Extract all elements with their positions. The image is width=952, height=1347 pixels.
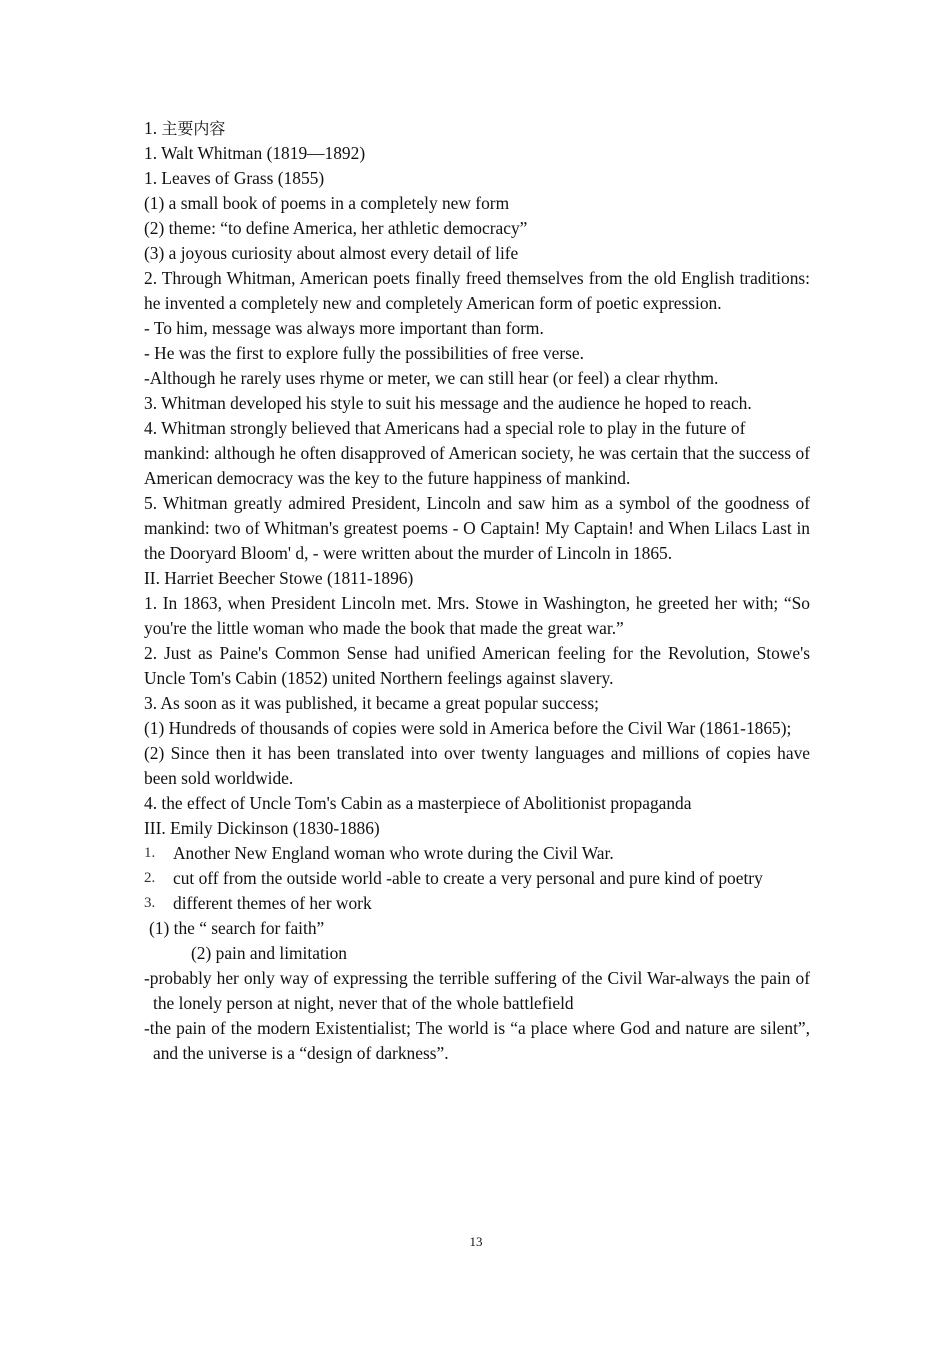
heading-cjk-text: 主要内容 xyxy=(161,119,226,138)
paragraph: mankind: although he often disapproved of American society, he was certain that the success of American democracy was the key to the future happiness of mankind. xyxy=(144,443,810,488)
stowe-heading: II. Harriet Beecher Stowe (1811-1896) xyxy=(144,568,414,588)
paragraph: 3. As soon as it was published, it became a great popular success; xyxy=(144,693,599,713)
item-text: Another New England woman who wrote during the Civil War. xyxy=(173,843,614,863)
paragraph: 3. Whitman developed his style to suit his message and the audience he hoped to reach. xyxy=(144,393,752,413)
dash-item: - He was the first to explore fully the possibilities of free verse. xyxy=(144,343,584,363)
list-item: (2) Since then it has been translated into over twenty languages and millions of copies have been sold worldwide. xyxy=(144,743,810,788)
numbered-item xyxy=(144,891,810,916)
numbered-item xyxy=(144,866,810,891)
leaves-of-grass-heading: 1. Leaves of Grass (1855) xyxy=(144,168,325,188)
numbered-item xyxy=(144,841,810,866)
item-number: 3. xyxy=(144,895,156,911)
dash-item: - To him, message was always more important than form. xyxy=(144,318,544,338)
list-item: (1) the “ search for faith” xyxy=(149,918,325,938)
dash-item: -Although he rarely uses rhyme or meter, we can still hear (or feel) a clear rhythm. xyxy=(144,368,719,388)
paragraph: 2. Just as Paine's Common Sense had unified American feeling for the Revolution, Stowe's Uncle Tom's Cabin (1852) united Northern feelings against slavery. xyxy=(144,643,810,688)
section-heading xyxy=(144,116,810,141)
paragraph: 5. Whitman greatly admired President, Lincoln and saw him as a symbol of the goodness of mankind: two of Whitman's greatest poems - O Captain! My Captain! and When Lilacs Last in the Dooryard Bloom' d, - were written about the murder of Lincoln in 1865. xyxy=(144,493,810,563)
dash-item: -the pain of the modern Existentialist; The world is “a place where God and nature are silent”, and the universe is a “design of darkness”. xyxy=(144,1018,810,1063)
paragraph: 4. the effect of Uncle Tom's Cabin as a masterpiece of Abolitionist propaganda xyxy=(144,793,692,813)
list-item: (2) theme: “to define America, her athletic democracy” xyxy=(144,218,528,238)
page-body xyxy=(144,116,810,1066)
heading-number: 1. xyxy=(144,118,158,138)
paragraph: 2. Through Whitman, American poets finally freed themselves from the old English traditions: he invented a completely new and completely American form of poetic expression. xyxy=(144,268,810,313)
list-item: (1) Hundreds of thousands of copies were sold in America before the Civil War (1861-1865); xyxy=(144,718,792,738)
list-item: (3) a joyous curiosity about almost every detail of life xyxy=(144,243,519,263)
paragraph: 4. Whitman strongly believed that Americans had a special role to play in the future of xyxy=(144,418,746,438)
item-number: 2. xyxy=(144,870,156,886)
list-item: (2) pain and limitation xyxy=(191,943,347,963)
paragraph: 1. In 1863, when President Lincoln met. Mrs. Stowe in Washington, he greeted her with; “So you're the little woman who made the book that made the great war.” xyxy=(144,593,810,638)
page-number: 13 xyxy=(469,1234,483,1249)
item-text: different themes of her work xyxy=(173,893,372,913)
dickinson-heading: III. Emily Dickinson (1830-1886) xyxy=(144,818,380,838)
whitman-heading: 1. Walt Whitman (1819—1892) xyxy=(144,143,366,163)
list-item: (1) a small book of poems in a completely new form xyxy=(144,193,510,213)
dash-item: -probably her only way of expressing the terrible suffering of the Civil War-always the pain of the lonely person at night, never that of the whole battlefield xyxy=(144,968,810,1013)
item-text: cut off from the outside world -able to create a very personal and pure kind of poetry xyxy=(173,868,763,888)
item-number: 1. xyxy=(144,845,156,861)
